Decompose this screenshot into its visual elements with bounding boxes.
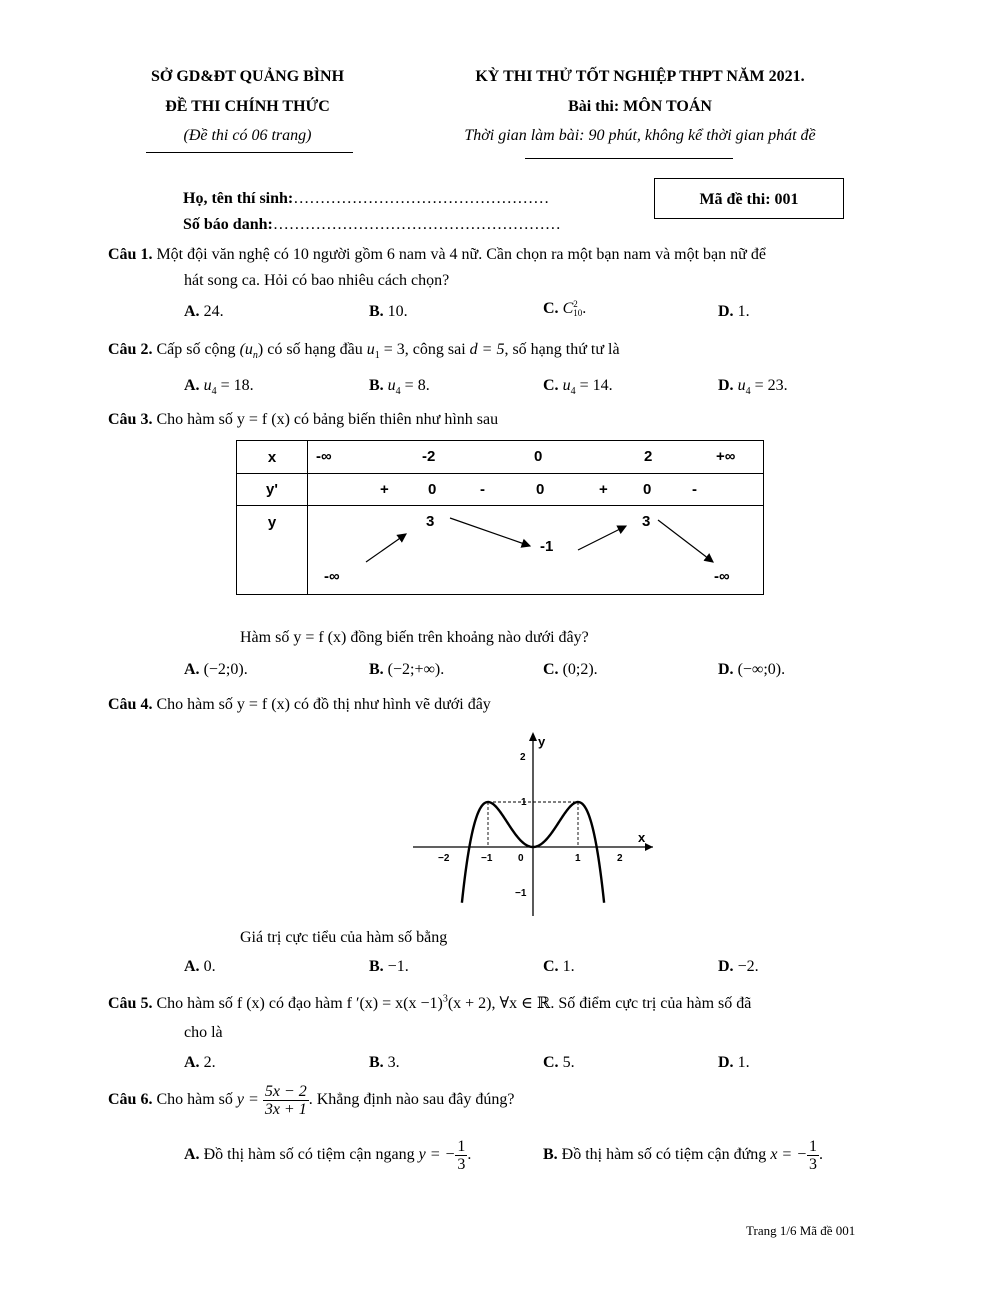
q1-option-b: B. 10. — [369, 303, 408, 320]
function-graph — [405, 728, 665, 920]
q2-option-d: D. $u_4 = 23$. — [718, 377, 788, 398]
official-label: ĐỀ THI CHÍNH THỨC — [165, 98, 330, 115]
vt-arrows — [308, 506, 765, 596]
page-count-note: (Đề thi có 06 trang) — [183, 127, 312, 144]
vt-row-x-label: x — [237, 441, 308, 474]
q1-option-a: A. 24. — [184, 303, 224, 320]
q3-line: Câu 3. Cho hàm số y = f (x) có bảng biến thiên như hình sau — [108, 411, 499, 428]
q4-option-a: A. 0. — [184, 958, 216, 975]
q2-option-a: A. $u_4 = 18$. — [184, 377, 254, 398]
y-tick-neg1: −1 — [515, 888, 527, 899]
q5-option-d: D. 1. — [718, 1054, 750, 1071]
q3-question: Hàm số y = f (x) đồng biến trên khoảng nào dưới đây? — [240, 629, 589, 646]
q5-line2: cho là — [184, 1024, 223, 1041]
q3-option-d: D. (−∞;0). — [718, 661, 786, 678]
q6-option-b: B. Đồ thị hàm số có tiệm cận đứng x = − $\frac{1}{3}$ . — [543, 1138, 824, 1173]
dept-name: SỞ GD&ĐT QUẢNG BÌNH — [150, 68, 345, 85]
x-axis-label: x — [638, 830, 646, 845]
q2-option-c: C. $u_4 = 14$. — [543, 377, 613, 398]
vt-row-y-label: y — [237, 506, 308, 595]
q3-option-b: B. (−2;+∞). — [369, 661, 445, 678]
q5-line1: Câu 5. Cho hàm số f (x) có đạo hàm f $'(x) = x(x -1)^3(x + 2)$, ∀x ∈ ℝ. Số điểm cực trị của hàm số đã — [108, 993, 752, 1012]
q1-option-d: D. 1. — [718, 303, 750, 320]
q1-line1: Câu 1. Một đội văn nghệ có 10 người gồm 6 nam và 4 nữ. Cần chọn ra một bạn nam và một bạn nữ để — [108, 246, 766, 263]
q4-option-b: B. −1. — [369, 958, 409, 975]
q5-option-a: A. 2. — [184, 1054, 216, 1071]
exam-title: KỲ THI THỬ TỐT NGHIỆP THPT NĂM 2021. — [475, 68, 805, 85]
q1-line2: hát song ca. Hỏi có bao nhiêu cách chọn? — [184, 272, 450, 289]
vt-row-yp-label: y' — [237, 474, 308, 506]
q5-option-c: C. 5. — [543, 1054, 575, 1071]
vt-row-x: -∞ -2 0 2 +∞ — [308, 441, 764, 474]
variation-table — [236, 440, 764, 595]
q4-line: Câu 4. Cho hàm số y = f (x) có đồ thị như hình vẽ dưới đây — [108, 696, 491, 713]
student-name-line: Họ, tên thí sinh:………………………………………… — [183, 190, 550, 207]
header-left-rule — [146, 152, 353, 153]
q3-option-c: C. (0;2). — [543, 661, 598, 678]
q2-option-b: B. $u_4 = 8$. — [369, 377, 430, 398]
vt-row-y: 3 -1 3 -∞ -∞ — [308, 506, 764, 595]
q2-line: Câu 2. Cấp số cộng $(u_n)$ có số hạng đầu $u_1 = 3$, công sai d = 5, số hạng thứ tư là — [108, 341, 620, 362]
y-axis-arrow — [529, 732, 537, 741]
exam-code: Mã đề thi: 001 — [699, 191, 799, 208]
student-id-line: Số báo danh:……………………………………………… — [183, 216, 561, 233]
x-tick-2: 2 — [617, 853, 623, 864]
vt-row-yp: + 0 - 0 + 0 - — [308, 474, 764, 506]
header-right-rule — [525, 158, 733, 159]
x-tick-neg1: −1 — [481, 853, 493, 864]
x-tick-0: 0 — [518, 853, 524, 864]
exam-time: Thời gian làm bài: 90 phút, không kể thời gian phát đề — [464, 127, 816, 144]
x-tick-neg2: −2 — [438, 853, 450, 864]
y-tick-2: 2 — [520, 752, 526, 763]
exam-code-box — [654, 178, 844, 219]
q3-option-a: A. (−2;0). — [184, 661, 248, 678]
page-footer: Trang 1/6 Mã đề 001 — [746, 1223, 856, 1238]
q4-option-c: C. 1. — [543, 958, 575, 975]
x-axis-arrow — [645, 843, 653, 851]
q4-question: Giá trị cực tiểu của hàm số bằng — [240, 929, 448, 946]
y-axis-label: y — [538, 734, 546, 749]
exam-subject: Bài thi: MÔN TOÁN — [568, 98, 712, 115]
q6-option-a: A. Đồ thị hàm số có tiệm cận ngang y = − $\frac{1}{3}$ . — [184, 1138, 472, 1173]
q5-option-b: B. 3. — [369, 1054, 400, 1071]
q1-option-c: C. C 2 10 . — [543, 299, 587, 319]
q4-option-d: D. −2. — [718, 958, 759, 975]
x-tick-1: 1 — [575, 853, 581, 864]
y-tick-1: 1 — [521, 797, 527, 808]
q6-line: Câu 6. Cho hàm số y = $\frac{5x - 2}{3x + 1}$ . Khẳng định nào sau đây đúng? — [108, 1083, 515, 1118]
